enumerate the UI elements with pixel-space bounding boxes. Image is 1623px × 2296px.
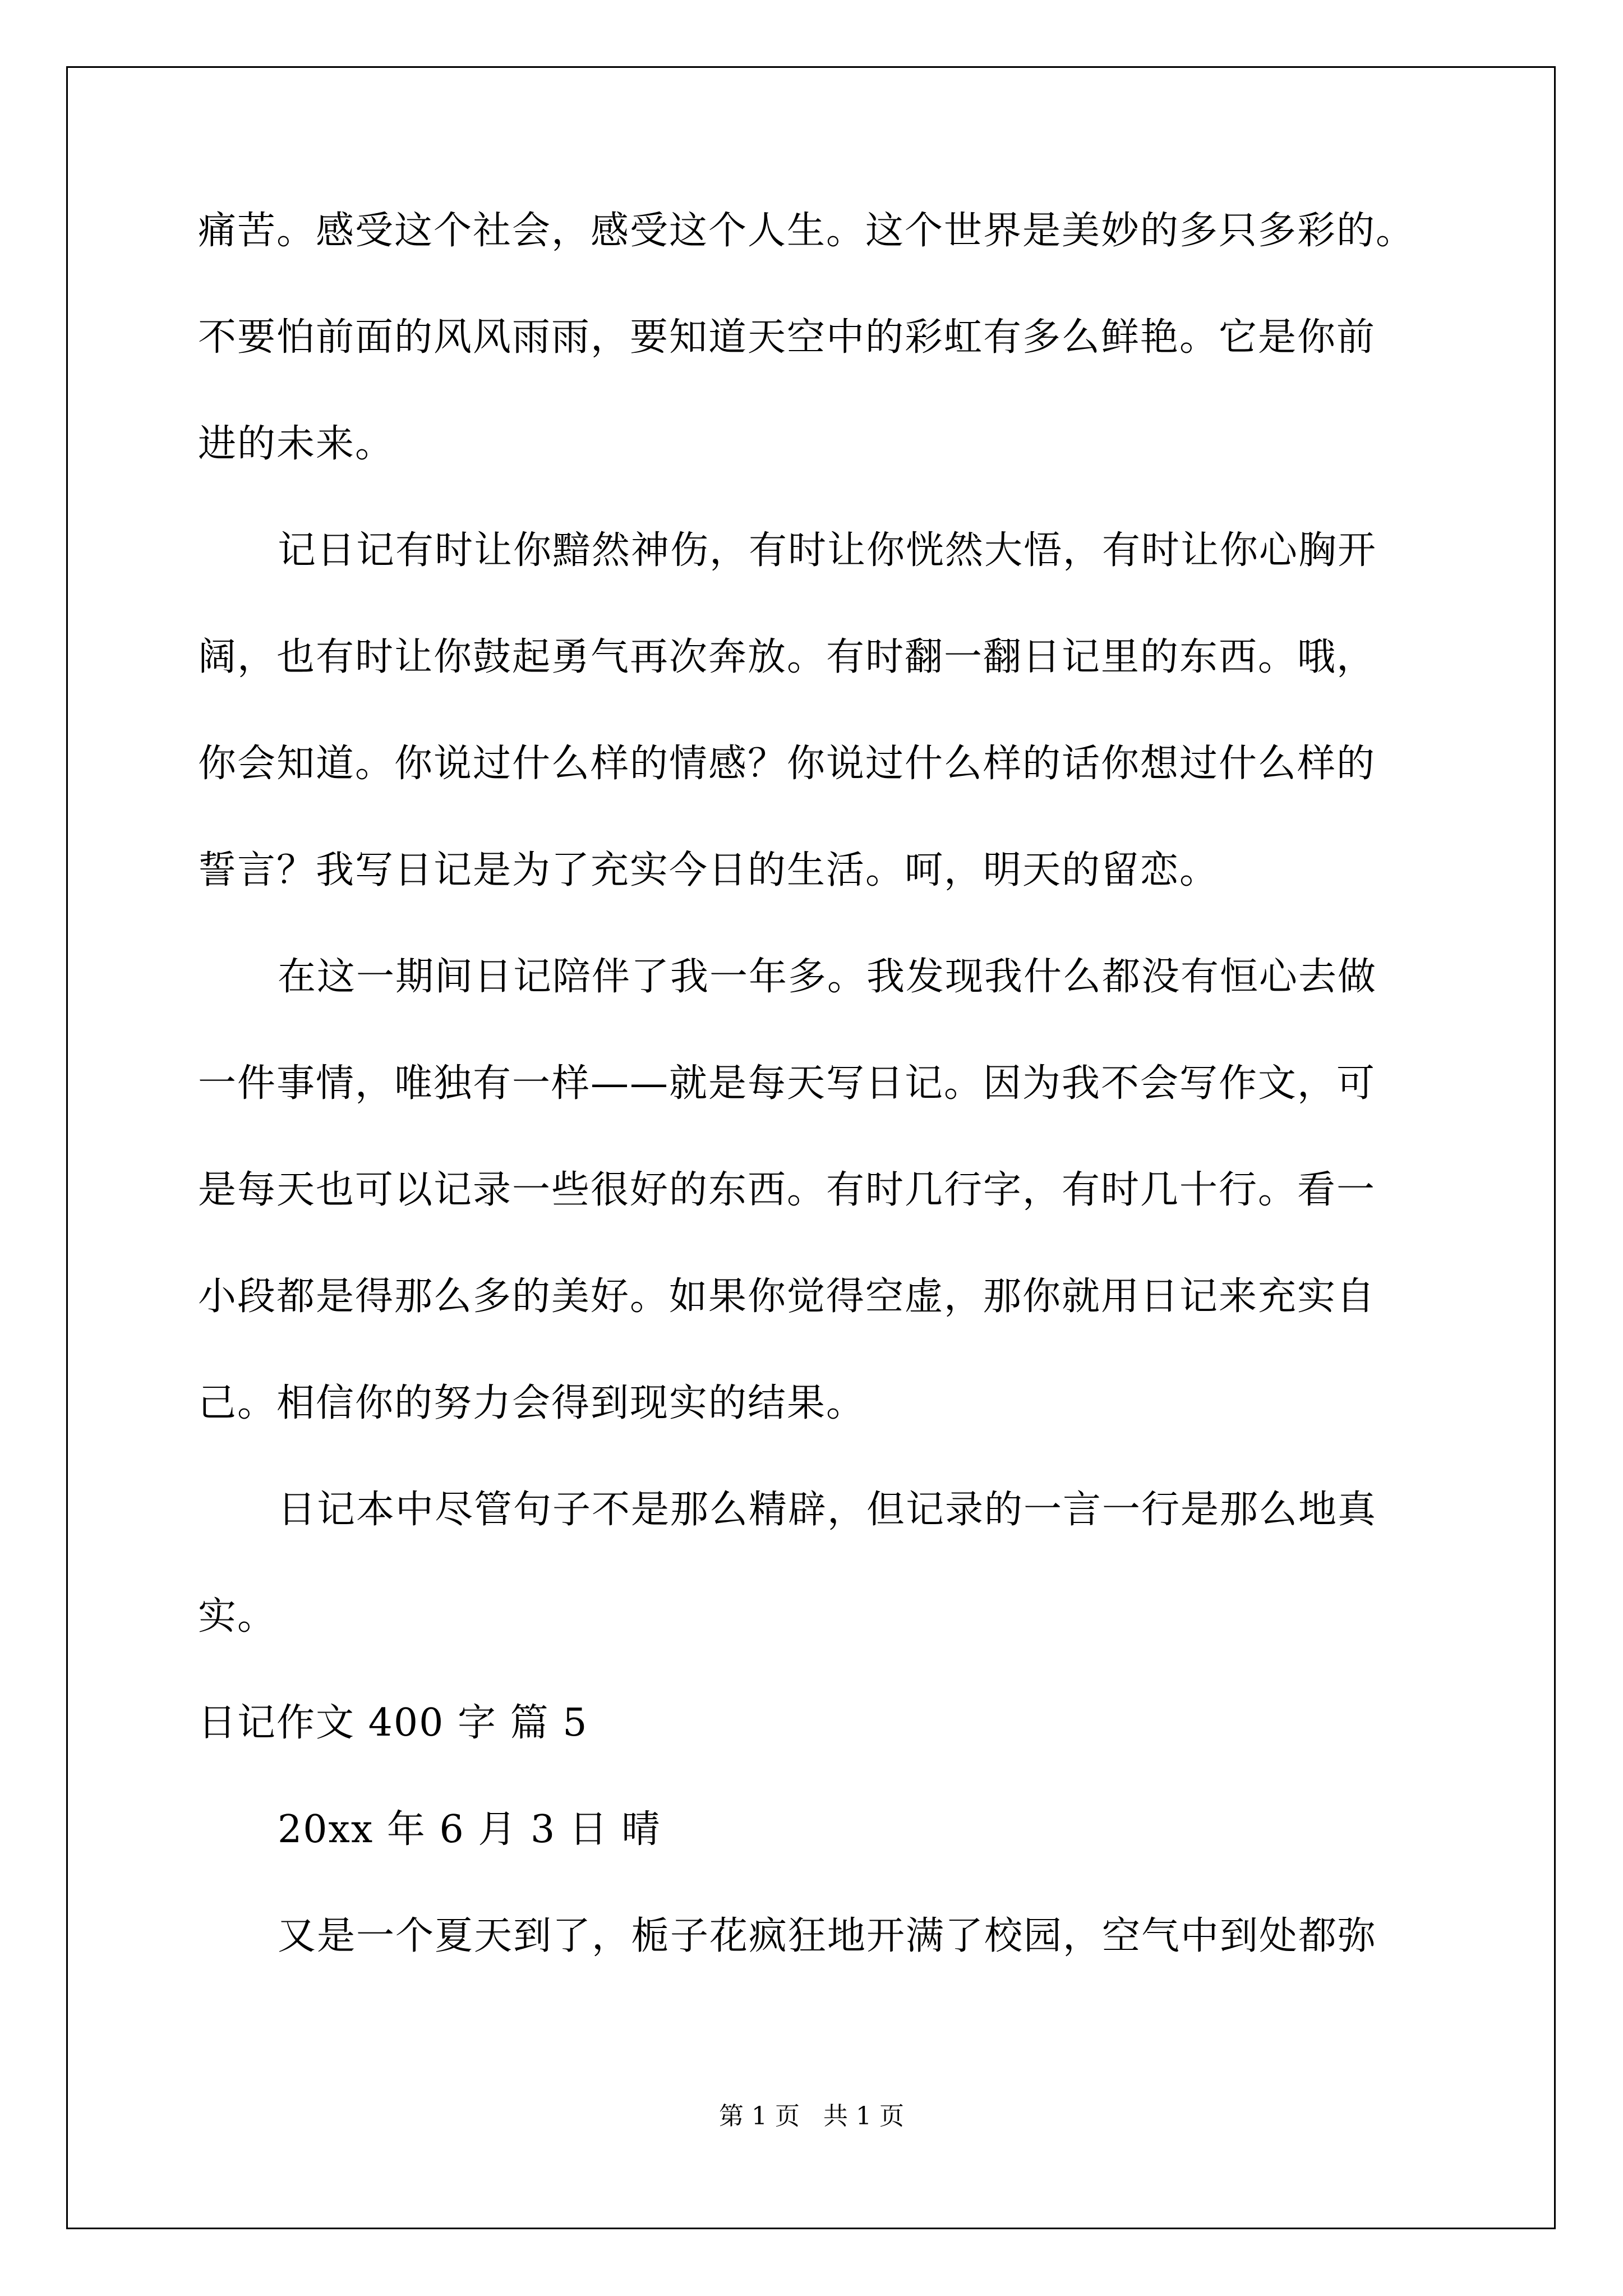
diary-date-line: 20xx 年 6 月 3 日 晴 [278,1807,661,1852]
text-line-3: 进的未来。 [198,422,395,466]
text-line-2: 不要怕前面的风风雨雨，要知道天空中的彩虹有多么鲜艳。它是你前 [198,315,1376,360]
text-line-6: 你会知道。你说过什么样的情感？你说过什么样的话你想过什么样的 [198,742,1376,786]
text-line-17: 又是一个夏天到了，栀子花疯狂地开满了校园，空气中到处都弥 [278,1914,1377,1958]
text-line-14: 实。 [198,1594,277,1639]
page-total: 共 1 页 [823,2102,904,2131]
text-line-11: 小段都是得那么多的美好。如果你觉得空虚，那你就用日记来充实自 [198,1274,1376,1319]
section-heading: 日记作文 400 字 篇 5 [198,1701,588,1745]
text-line-4: 记日记有时让你黯然神伤，有时让你恍然大悟，有时让你心胸开 [278,528,1377,573]
page-border [66,66,1556,2229]
page-footer [0,2102,1623,2131]
text-line-13: 日记本中尽管句子不是那么精辟，但记录的一言一行是那么地真 [278,1488,1377,1532]
page-number: 第 1 页 [719,2102,800,2131]
text-line-12: 己。相信你的努力会得到现实的结果。 [198,1381,866,1425]
text-line-1: 痛苦。感受这个社会，感受这个人生。这个世界是美妙的多只多彩的。 [198,209,1415,253]
text-line-7: 誓言？我写日记是为了充实今日的生活。呵，明天的留恋。 [198,848,1219,892]
text-line-8: 在这一期间日记陪伴了我一年多。我发现我什么都没有恒心去做 [278,955,1377,999]
text-line-5: 阔，也有时让你鼓起勇气再次奔放。有时翻一翻日记里的东西。哦， [198,635,1376,679]
text-line-9: 一件事情，唯独有一样——就是每天写日记。因为我不会写作文，可 [198,1061,1376,1106]
text-line-10: 是每天也可以记录一些很好的东西。有时几行字，有时几十行。看一 [198,1168,1376,1212]
